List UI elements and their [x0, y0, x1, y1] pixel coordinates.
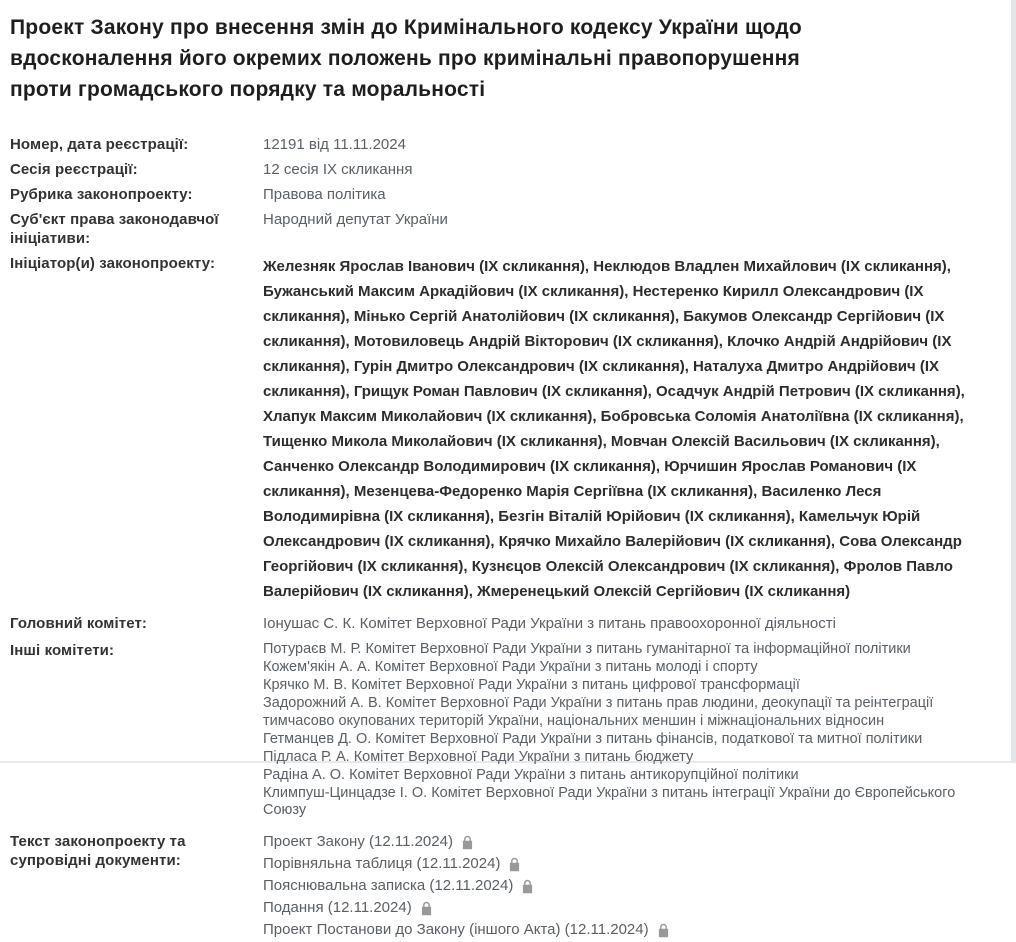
- document-link-draft-resolution[interactable]: [263, 920, 670, 940]
- main-committee-value: Іонушас С. К. Комітет Верховної Ради України з питань правоохоронної діяльності: [263, 615, 836, 632]
- document-link-label[interactable]: Пояснювальна записка (12.11.2024): [263, 877, 514, 894]
- committee-item: Гетманцев Д. О. Комітет Верховної Ради України з питань фінансів, податкової та митної політики: [263, 730, 923, 747]
- lock-icon: [461, 835, 474, 850]
- committee-item: Потураєв М. Р. Комітет Верховної Ради України з питань гуманітарної та інформаційної політики: [263, 641, 911, 657]
- registration-label: Номер, дата реєстрації:: [10, 136, 189, 153]
- subject-value: Народний депутат України: [263, 211, 448, 228]
- session-value: 12 сесія IX скликання: [263, 161, 413, 178]
- lock-icon: [420, 901, 433, 916]
- committee-item: Радіна А. О. Комітет Верховної Ради України з питань антикорупційної політики: [263, 766, 799, 783]
- document-link-draft-law[interactable]: [263, 832, 670, 852]
- registration-value: 12191 від 11.11.2024: [263, 136, 406, 153]
- lock-icon: [657, 923, 670, 938]
- row-rubric: [10, 185, 986, 204]
- initiators-value: Железняк Ярослав Іванович (ІХ скликання), Неклюдов Владлен Михайлович (ІХ скликання), Бужанський Максим Аркадійович (ІХ скликання), Нестеренко Кирилл Олександрович (ІХ скликання), Мінько Сергій Анатолійович (ІХ скликання), Бакумов Олександр Сергійович (ІХ скликання), Мотовиловець Андрій Вікторович (ІХ скликання), Клочко Андрій Андрійович (ІХ скликання), Гурін Дмитро Олександрович (ІХ скликання), Наталуха Дмитро Андрійович (ІХ скликання), Грищук Роман Павлович (ІХ скликання), Осадчук Андрій Петрович (ІХ скликання), Хлапук Максим Миколайович (ІХ скликання), Бобровська Соломія Анатоліївна (ІХ скликання), Тищенко Микола Миколайович (ІХ скликання), Мовчан Олексій Васильович (ІХ скликання), Санченко Олександр Володимирович (ІХ скликання), Юрчишин Ярослав Романович (ІХ скликання), Мезенцева-Федоренко Марія Сергіївна (ІХ скликання), Василенко Леся Володимирівна (ІХ скликання), Безгін Віталій Юрійович (ІХ скликання), Камельчук Юрій Олександрович (ІХ скликання), Крячко Михайло Валерійович (ІХ скликання), Сова Олександр Георгійович (ІХ скликання), Кузнєцов Олексій Олександрович (ІХ скликання), Фролов Павло Валерійович (ІХ скликання), Жмеренецький Олексій Сергійович (ІХ скликання): [263, 258, 965, 600]
- documents-label: Текст законопроекту та супровідні документи:: [10, 833, 186, 869]
- scrollbar[interactable]: [1011, 0, 1016, 761]
- row-subject: [10, 210, 986, 248]
- document-link-label[interactable]: Порівняльна таблиця (12.11.2024): [263, 855, 501, 872]
- other-committees-list: [263, 641, 986, 820]
- row-session: [10, 160, 986, 179]
- main-committee-label: Головний комітет:: [10, 615, 148, 632]
- document-link-explanatory-note[interactable]: [263, 876, 670, 896]
- committee-item: Климпуш-Цинцадзе І. О. Комітет Верховної Ради України з питань інтеграції України до Європейського Союзу: [263, 784, 956, 818]
- page-title: Проект Закону про внесення змін до Кримінального кодексу України щодо вдосконалення його окремих положень про кримінальні правопорушення проти громадського порядку та моральності: [10, 16, 802, 101]
- row-main-committee: [10, 614, 986, 633]
- rubric-label: Рубрика законопроекту:: [10, 186, 193, 203]
- row-initiators: [10, 254, 986, 604]
- committee-item: Кожем'якін А. А. Комітет Верховної Ради України з питань молоді і спорту: [263, 659, 758, 675]
- row-other-committees: [10, 641, 986, 820]
- document-link-label[interactable]: Проект Закону (12.11.2024): [263, 833, 453, 850]
- lock-icon: [508, 857, 521, 872]
- documents-list: [263, 832, 670, 942]
- other-committees-label: Інші комітети:: [10, 642, 115, 659]
- committee-item: Підласа Р. А. Комітет Верховної Ради України з питань бюджету: [263, 748, 694, 765]
- document-link-label[interactable]: Проект Постанови до Закону (іншого Акта) (12.11.2024): [263, 921, 649, 938]
- rubric-value: Правова політика: [263, 186, 386, 203]
- row-documents: [10, 832, 986, 942]
- subject-label: Суб'єкт права законодавчої ініціативи:: [10, 211, 219, 247]
- committee-item: Задорожний А. В. Комітет Верховної Ради України з питань прав людини, деокупації та реінтеграції тимчасово окупованих територій України, національних меншин і міжнаціональних відносин: [263, 695, 934, 729]
- initiators-label: Ініціатор(и) законопроекту:: [10, 255, 216, 272]
- session-label: Сесія реєстрації:: [10, 161, 138, 178]
- document-link-label[interactable]: Подання (12.11.2024): [263, 899, 412, 916]
- document-link-comparative-table[interactable]: [263, 854, 670, 874]
- row-registration: [10, 135, 986, 154]
- committee-item: Крячко М. В. Комітет Верховної Ради України з питань цифрової трансформації: [263, 677, 800, 693]
- document-link-submission[interactable]: [263, 898, 670, 918]
- lock-icon: [521, 879, 534, 894]
